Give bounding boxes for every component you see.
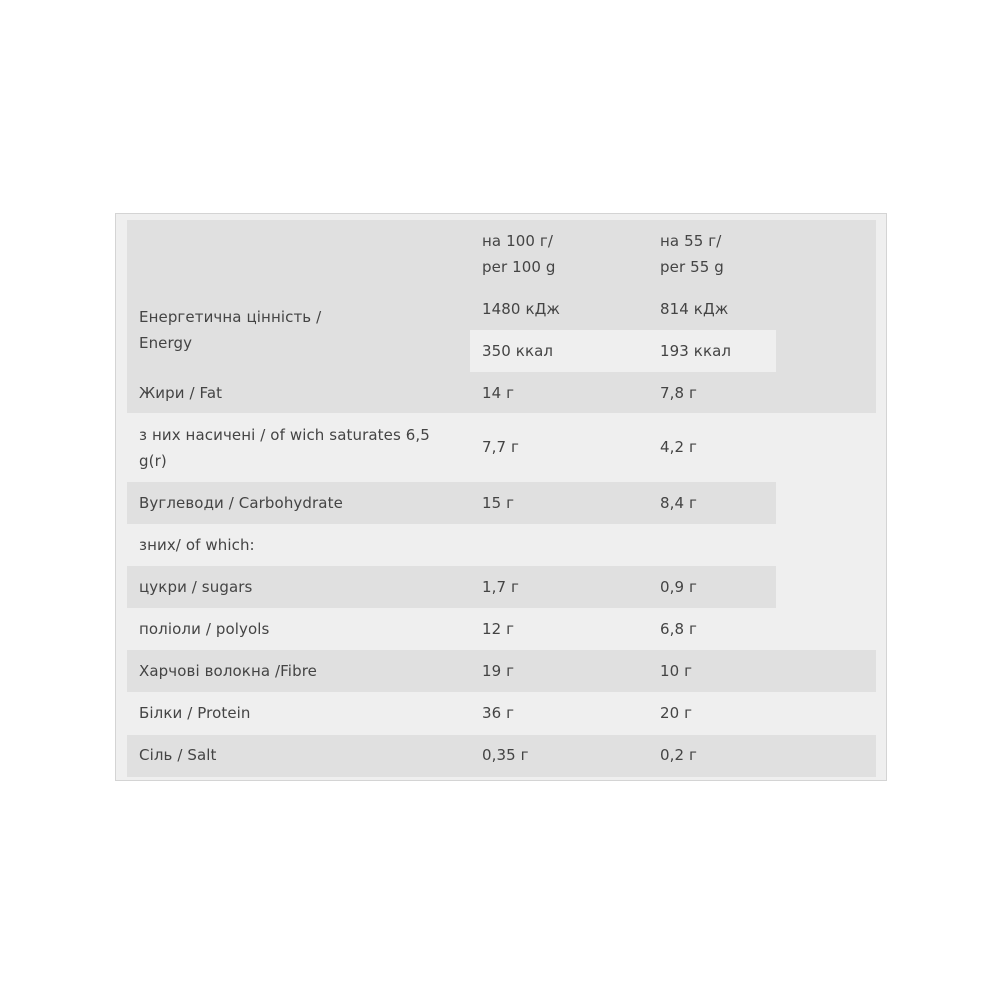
sugars-100g: 1,7 г xyxy=(482,578,520,596)
sugars-55g: 0,9 г xyxy=(660,578,698,596)
label-fibre: Харчові волокна /Fibre xyxy=(139,662,317,680)
label-sugars: цукри / sugars xyxy=(139,578,253,596)
energy-kcal-100g: 350 ккал xyxy=(482,342,554,360)
header-per-55g: на 55 г/ per 55 g xyxy=(660,232,724,276)
label-energy: Енергетична цінність / Energy xyxy=(139,308,322,352)
label-saturates: з них насичені / of wich saturates 6,5 g(r) xyxy=(139,426,430,470)
header-per-100g: на 100 г/ per 100 g xyxy=(482,232,556,276)
salt-55g: 0,2 г xyxy=(660,746,698,764)
energy-kj-100g: 1480 кДж xyxy=(482,300,561,318)
carbohydrate-100g: 15 г xyxy=(482,494,515,512)
fibre-100g: 19 г xyxy=(482,662,515,680)
polyols-100g: 12 г xyxy=(482,620,515,638)
label-carbohydrate: Вуглеводи / Carbohydrate xyxy=(139,494,343,512)
label-salt: Сіль / Salt xyxy=(139,746,217,764)
salt-100g: 0,35 г xyxy=(482,746,529,764)
energy-kj-55g: 814 кДж xyxy=(660,300,729,318)
protein-100g: 36 г xyxy=(482,704,515,722)
saturates-55g: 4,2 г xyxy=(660,438,698,456)
fat-55g: 7,8 г xyxy=(660,384,698,402)
fat-100g: 14 г xyxy=(482,384,515,402)
saturates-100g: 7,7 г xyxy=(482,438,520,456)
label-fat: Жири / Fat xyxy=(139,384,223,402)
fibre-55g: 10 г xyxy=(660,662,693,680)
energy-kcal-55g: 193 ккал xyxy=(660,342,732,360)
label-protein: Білки / Protein xyxy=(139,704,251,722)
label-polyols: поліоли / polyols xyxy=(139,620,270,638)
protein-55g: 20 г xyxy=(660,704,693,722)
polyols-55g: 6,8 г xyxy=(660,620,698,638)
label-of-which: зних/ of which: xyxy=(139,536,255,554)
carbohydrate-55g: 8,4 г xyxy=(660,494,698,512)
